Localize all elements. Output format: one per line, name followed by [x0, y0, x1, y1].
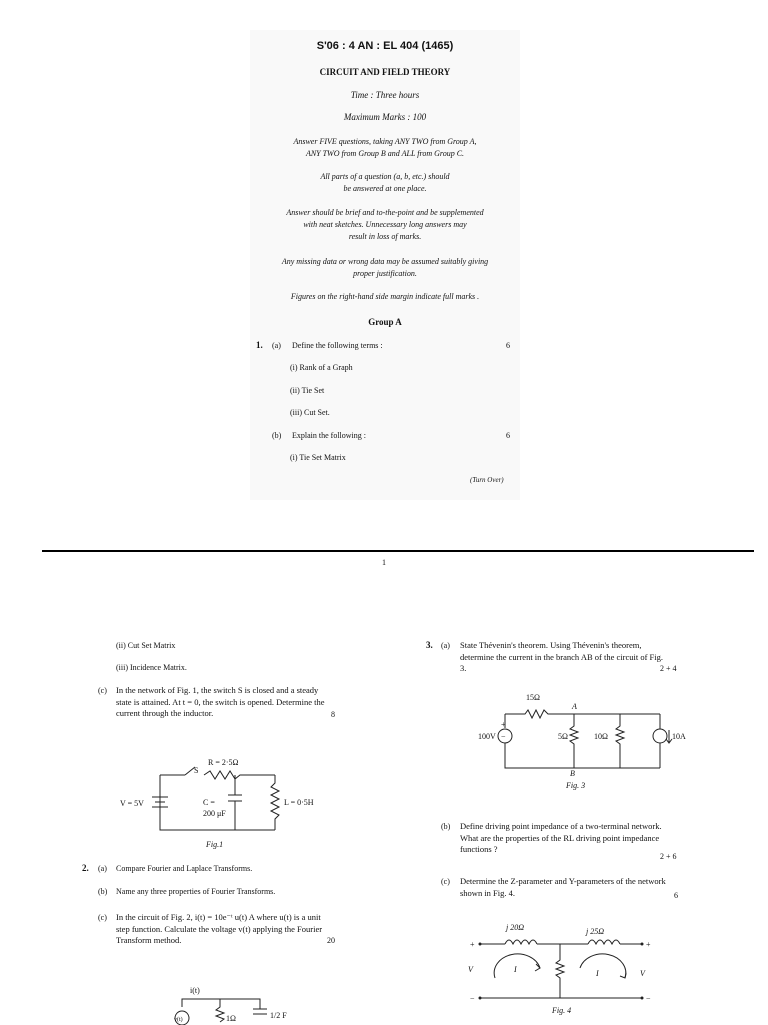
- marks: 2 + 4: [660, 664, 677, 673]
- fig3-r10-label: 10Ω: [594, 732, 608, 741]
- question-text: Determine the Z-parameter and Y-parameters of the network shown in Fig. 4.: [460, 876, 666, 898]
- fig3-node-a: A: [572, 702, 577, 711]
- list-item: (ii) Tie Set: [290, 386, 325, 395]
- fig3-r5-label: 5Ω: [558, 732, 568, 741]
- svg-text:+: +: [646, 940, 651, 949]
- figure-3-circuit: [470, 690, 700, 800]
- question-text: State Thévenin's theorem. Using Thévenin's theorem, determine the current in the branch AB of the circuit of Fig. 3.: [460, 640, 663, 673]
- fig4-v2-label: V: [640, 969, 645, 978]
- instruction-line: All parts of a question (a, b, etc.) should: [320, 172, 450, 181]
- question-text: Explain the following :: [292, 431, 366, 440]
- part-label: (a): [98, 864, 107, 873]
- fig1-inductor-label: L = 0·5H: [284, 798, 314, 807]
- fig1-capacitor-value: 200 μF: [203, 809, 226, 818]
- question-text: Define driving point impedance of a two-terminal network. What are the properties of the RL driving point impedance functions ?: [460, 821, 662, 854]
- marks: 6: [674, 891, 678, 900]
- figure-2-circuit: [160, 985, 287, 1025]
- question-number: 3.: [426, 640, 433, 650]
- part-label: (c): [98, 686, 107, 695]
- fig3-r15-label: 15Ω: [526, 693, 540, 702]
- svg-text:−: −: [501, 732, 506, 741]
- fig2-current-label: i(t): [190, 986, 200, 995]
- marks: 20: [327, 936, 335, 945]
- list-item: (i) Tie Set Matrix: [290, 453, 346, 462]
- instruction-line: result in loss of marks.: [348, 232, 422, 241]
- fig1-voltage-label: V = 5V: [120, 799, 144, 808]
- paper-code: S'06 : 4 AN : EL 404 (1465): [316, 40, 454, 52]
- turn-over-note: (Turn Over): [470, 476, 504, 484]
- part-label: (b): [441, 822, 451, 831]
- svg-text:−: −: [470, 994, 475, 1003]
- question-text: In the network of Fig. 1, the switch S is closed and a steady state is attained. At t = 0, the switch is opened. Determine the current through the inductor.: [116, 685, 325, 718]
- list-item: (iii) Incidence Matrix.: [116, 663, 187, 672]
- svg-text:+: +: [501, 720, 506, 729]
- part-label: (b): [272, 431, 282, 440]
- instruction-line: be answered at one place.: [343, 184, 427, 193]
- fig1-resistor-label: R = 2·5Ω: [208, 758, 239, 767]
- question-text: Name any three properties of Fourier Transforms.: [116, 887, 276, 896]
- question-text: Define the following terms :: [292, 341, 383, 350]
- marks: 6: [506, 431, 510, 440]
- instruction-line: proper justification.: [353, 269, 417, 278]
- page-separator: [42, 550, 754, 552]
- fig3-caption: Fig. 3: [566, 781, 586, 790]
- instruction-line: Answer FIVE questions, taking ANY TWO from Group A,: [293, 137, 477, 146]
- fig1-switch-label: S: [194, 766, 199, 775]
- fig3-node-b: B: [570, 769, 575, 778]
- page-number: 1: [382, 558, 386, 567]
- svg-text:−: −: [646, 994, 651, 1003]
- subject-title: CIRCUIT AND FIELD THEORY: [319, 67, 451, 77]
- fig4-z2-label: j 25Ω: [586, 927, 605, 936]
- fig4-caption: Fig. 4: [552, 1006, 572, 1015]
- list-item: (ii) Cut Set Matrix: [116, 641, 176, 650]
- fig4-z1-label: j 20Ω: [506, 923, 525, 932]
- marks: 8: [331, 710, 335, 719]
- instruction-line: Answer should be brief and to-the-point and be supplemented: [286, 208, 484, 217]
- instruction-line: with neat sketches. Unnecessary long answers may: [303, 220, 467, 229]
- exam-time: Time : Three hours: [350, 90, 420, 100]
- part-label: (c): [98, 913, 107, 922]
- fig4-i2-label: I: [596, 969, 599, 978]
- part-label: (a): [272, 341, 281, 350]
- fig2-resistor-label: 1Ω: [226, 1014, 236, 1023]
- fig4-v1-label: V: [468, 965, 473, 974]
- part-label: (b): [98, 887, 108, 896]
- fig2-capacitor-label: 1/2 F: [270, 1011, 287, 1020]
- question-text: Compare Fourier and Laplace Transforms.: [116, 864, 253, 873]
- part-label: (c): [441, 877, 450, 886]
- question-text: In the circuit of Fig. 2, i(t) = 10e⁻ᵗ u(t) A where u(t) is a unit step function. Calculate the voltage v(t) applying the Fourier Transform method.: [116, 912, 323, 945]
- max-marks: Maximum Marks : 100: [343, 112, 427, 122]
- marks: 2 + 6: [660, 852, 677, 861]
- marks: 6: [506, 341, 510, 350]
- instruction-line: ANY TWO from Group B and ALL from Group C.: [305, 149, 465, 158]
- question-number: 1.: [256, 340, 263, 350]
- fig2-voltage-label: v(t): [174, 1017, 183, 1023]
- question-number: 2.: [82, 863, 89, 873]
- list-item: (i) Rank of a Graph: [290, 363, 353, 372]
- part-label: (a): [441, 641, 450, 650]
- figure-4-circuit: [460, 920, 660, 1020]
- group-heading: Group A: [368, 317, 402, 327]
- fig1-caption: Fig.1: [206, 840, 224, 849]
- svg-text:+: +: [470, 940, 475, 949]
- figure-1-circuit: [100, 755, 340, 855]
- list-item: (iii) Cut Set.: [290, 408, 330, 417]
- instruction-line: Any missing data or wrong data may be assumed suitably giving: [281, 257, 489, 266]
- fig1-capacitor-label: C =: [203, 798, 215, 807]
- fig3-voltage-label: 100V: [478, 732, 496, 741]
- instruction-line: Figures on the right-hand side margin indicate full marks .: [290, 292, 480, 301]
- fig4-i1-label: I: [514, 965, 517, 974]
- fig3-current-label: 10A: [672, 732, 686, 741]
